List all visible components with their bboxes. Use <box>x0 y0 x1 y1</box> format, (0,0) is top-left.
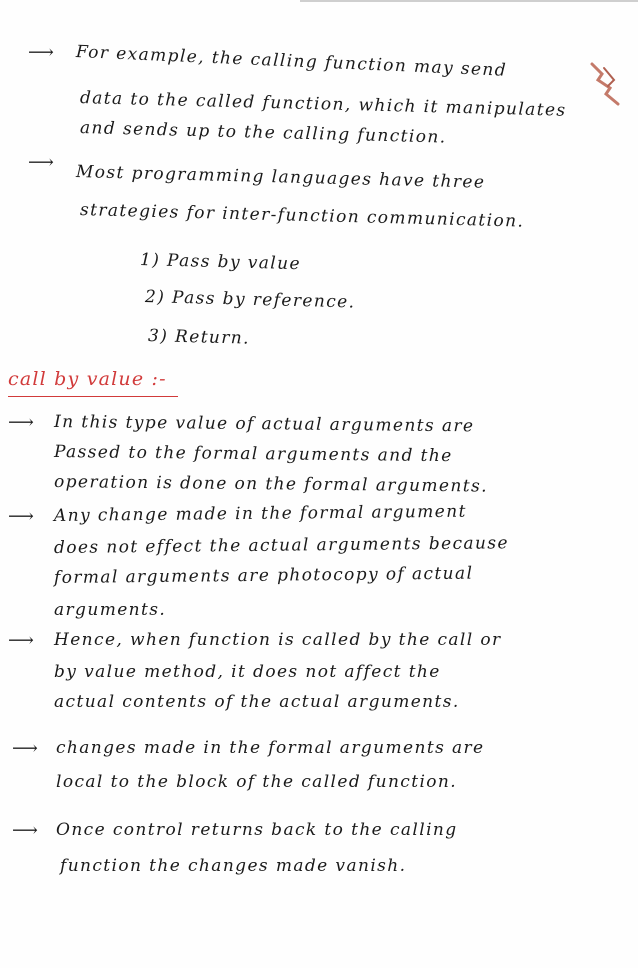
note-line: For example, the calling function may send <box>75 42 508 81</box>
bullet-arrow-icon: ⟶ <box>8 506 34 527</box>
note-line: local to the block of the called function. <box>56 772 458 792</box>
bullet-arrow-icon: ⟶ <box>8 412 34 433</box>
note-line: arguments. <box>54 600 167 620</box>
note-line: changes made in the formal arguments are <box>56 738 485 758</box>
note-line: Hence, when function is called by the call or <box>54 630 502 650</box>
page-edge-line <box>300 0 638 2</box>
note-line: function the changes made vanish. <box>60 856 407 876</box>
pen-marking-icon <box>588 60 626 110</box>
bullet-arrow-icon: ⟶ <box>28 42 54 63</box>
heading-underline <box>8 396 178 397</box>
note-line: does not effect the actual arguments because <box>53 533 510 558</box>
note-line: In this type value of actual arguments are <box>53 412 475 437</box>
note-line: operation is done on the formal arguments. <box>53 472 489 497</box>
note-line: strategies for inter-function communication. <box>79 200 525 232</box>
bullet-arrow-icon: ⟶ <box>12 738 38 759</box>
list-item: 1) Pass by value <box>139 250 302 275</box>
note-line: actual contents of the actual arguments. <box>54 692 460 712</box>
note-line: by value method, it does not affect the <box>54 662 441 682</box>
note-line: Any change made in the formal argument <box>53 501 467 526</box>
note-line: Passed to the formal arguments and the <box>53 442 453 467</box>
section-heading: call by value :- <box>8 368 167 390</box>
bullet-arrow-icon: ⟶ <box>12 820 38 841</box>
note-line: formal arguments are photocopy of actual <box>53 563 474 588</box>
note-line: data to the called function, which it manipulates <box>79 88 567 121</box>
bullet-arrow-icon: ⟶ <box>8 630 34 651</box>
note-line: Most programming languages have three <box>75 162 486 193</box>
list-item: 3) Return. <box>147 326 251 349</box>
note-line: Once control returns back to the calling <box>56 820 458 840</box>
list-item: 2) Pass by reference. <box>144 287 356 313</box>
note-line: and sends up to the calling function. <box>79 118 447 148</box>
bullet-arrow-icon: ⟶ <box>28 152 54 173</box>
